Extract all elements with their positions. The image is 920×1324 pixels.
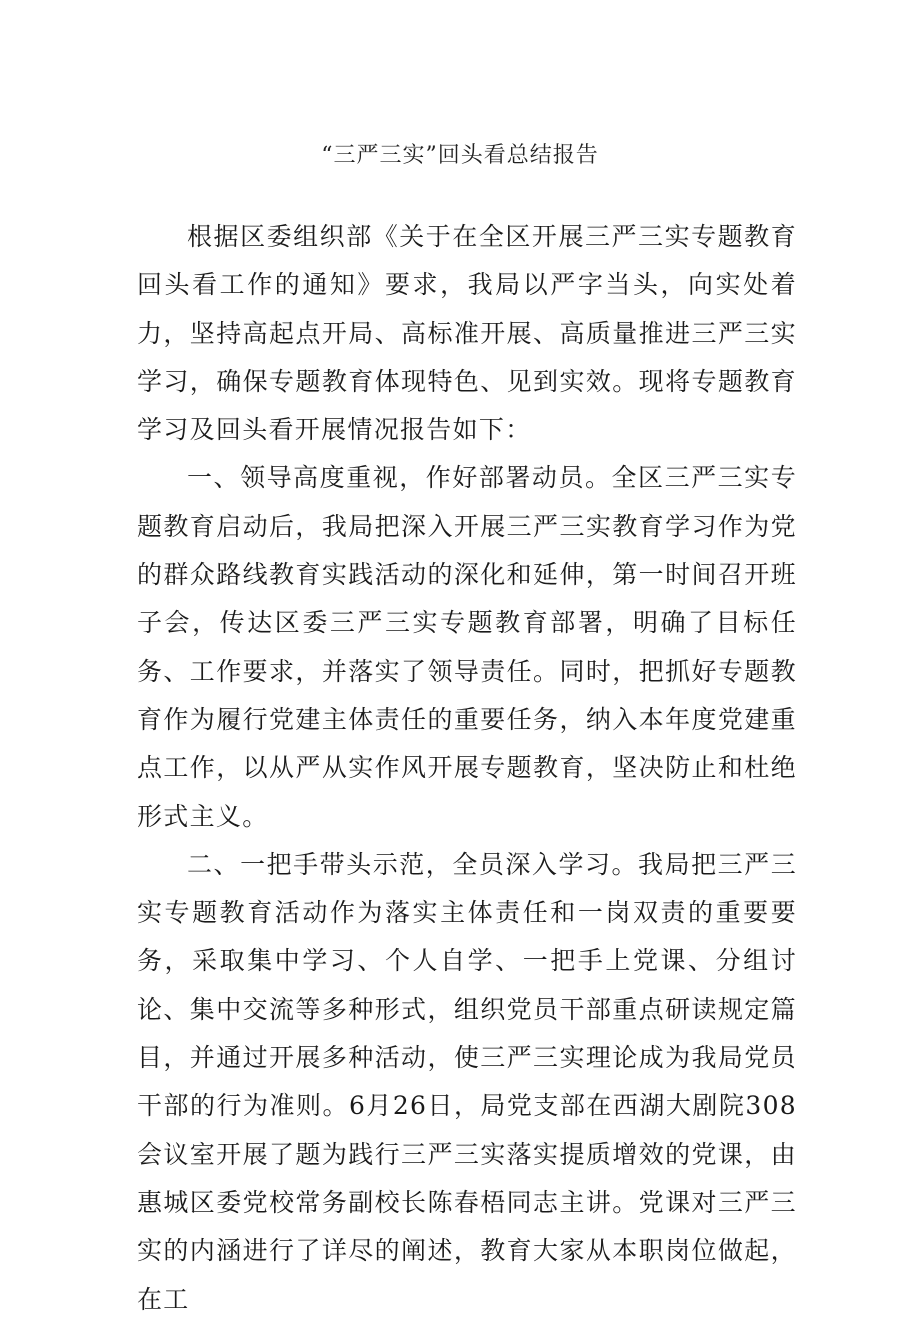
paragraph-section-2: 二、一把手带头示范，全员深入学习。我局把三严三实专题教育活动作为落实主体责任和一岗双责的重要要务，采取集中学习、个人自学、一把手上党课、分组讨论、集中交流等多种形式，组织党员干部重点研读规定篇目，并通过开展多种活动，使三严三实理论成为我局党员干部的行为准则。6月26日，局党支部在西湖大剧院308会议室开展了题为践行三严三实落实提质增效的党课，由惠城区委党校常务副校长陈春梧同志主讲。党课对三严三实的内涵进行了详尽的阐述，教育大家从本职岗位做起，在工 — [137, 849, 797, 1314]
paragraph-intro: 根据区委组织部《关于在全区开展三严三实专题教育回头看工作的通知》要求，我局以严字当头，向实处着力，坚持高起点开局、高标准开展、高质量推进三严三实学习，确保专题教育体现特色、见到实效。现将专题教育学习及回头看开展情况报告如下： — [137, 222, 797, 445]
paragraph-section-1: 一、领导高度重视，作好部署动员。全区三严三实专题教育启动后，我局把深入开展三严三实教育学习作为党的群众路线教育实践活动的深化和延伸，第一时间召开班子会，传达区委三严三实专题教育部署，明确了目标任务、工作要求，并落实了领导责任。同时，把抓好专题教育作为履行党建主体责任的重要任务，纳入本年度党建重点工作，以从严从实作风开展专题教育，坚决防止和杜绝形式主义。 — [137, 463, 797, 831]
document-body — [137, 213, 797, 1324]
document-title: “三严三实”回头看总结报告 — [321, 143, 599, 168]
